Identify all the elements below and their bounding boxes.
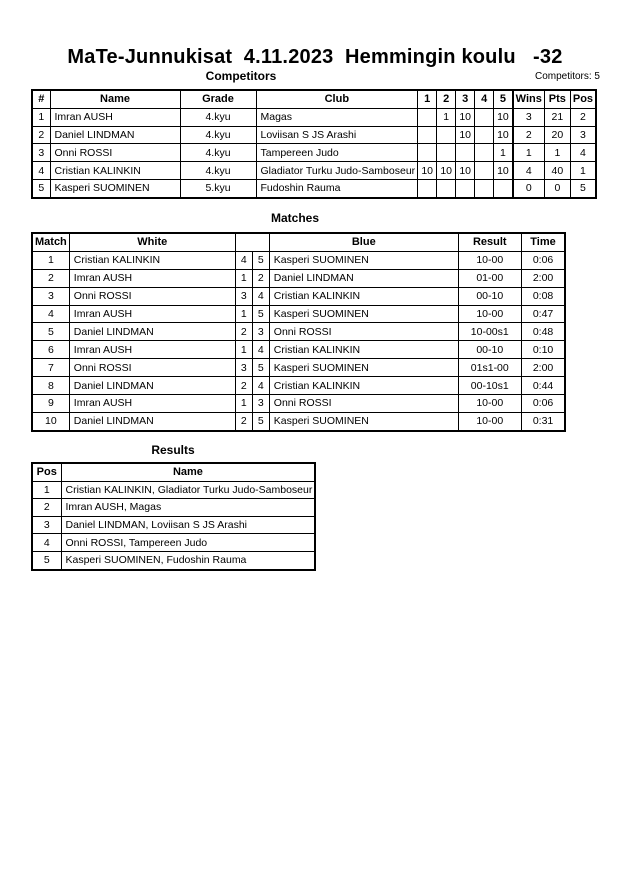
score-5: 1 xyxy=(494,144,513,162)
blue-name: Daniel LINDMAN xyxy=(269,269,458,287)
match-row xyxy=(32,323,565,341)
col-club: Club xyxy=(256,90,418,108)
match-num: 4 xyxy=(32,305,69,323)
score-3: 10 xyxy=(456,162,475,180)
page-title: MaTe-Junnukisat 4.11.2023 Hemmingin koulu -32 xyxy=(67,46,563,68)
score-1 xyxy=(418,126,437,144)
match-result: 10-00 xyxy=(458,412,521,430)
result-pos: 5 xyxy=(32,551,61,569)
white-name: Daniel LINDMAN xyxy=(69,377,235,395)
white-name: Onni ROSSI xyxy=(69,287,235,305)
col-numbers xyxy=(235,233,269,251)
match-num: 9 xyxy=(32,395,69,413)
competitor-row xyxy=(32,126,596,144)
col-score-4: 4 xyxy=(475,90,494,108)
result-row xyxy=(32,534,315,552)
score-1: 10 xyxy=(418,162,437,180)
col-num: # xyxy=(32,90,50,108)
col-result: Result xyxy=(458,233,521,251)
score-2 xyxy=(437,144,456,162)
blue-num: 3 xyxy=(252,395,269,413)
match-time: 2:00 xyxy=(521,269,565,287)
competitor-num: 1 xyxy=(32,108,50,126)
score-5 xyxy=(494,179,513,197)
col-match: Match xyxy=(32,233,69,251)
col-score-2: 2 xyxy=(437,90,456,108)
competitor-num: 4 xyxy=(32,162,50,180)
competitor-pos: 5 xyxy=(570,179,596,197)
result-row xyxy=(32,499,315,517)
competitor-wins: 3 xyxy=(513,108,545,126)
match-time: 0:10 xyxy=(521,341,565,359)
score-3: 10 xyxy=(456,126,475,144)
competitors-count: Competitors: 5 xyxy=(534,71,600,82)
competitor-club: Loviisan S JS Arashi xyxy=(256,126,418,144)
col-pts: Pts xyxy=(544,90,570,108)
col-pos: Pos xyxy=(570,90,596,108)
score-5: 10 xyxy=(494,126,513,144)
matches-table xyxy=(31,232,566,432)
competitor-wins: 4 xyxy=(513,162,545,180)
col-pos: Pos xyxy=(32,463,61,481)
competitor-name: Kasperi SUOMINEN xyxy=(50,179,180,197)
match-time: 2:00 xyxy=(521,359,565,377)
competitor-grade: 4.kyu xyxy=(180,108,256,126)
competitor-num: 3 xyxy=(32,144,50,162)
score-4 xyxy=(475,108,494,126)
white-name: Imran AUSH xyxy=(69,395,235,413)
match-time: 0:31 xyxy=(521,412,565,430)
competitors-heading: Competitors xyxy=(205,69,277,83)
competitor-pts: 1 xyxy=(544,144,570,162)
competitor-row xyxy=(32,179,596,197)
score-4 xyxy=(475,162,494,180)
result-row xyxy=(32,481,315,499)
match-row xyxy=(32,341,565,359)
white-num: 1 xyxy=(235,395,252,413)
competitor-club: Gladiator Turku Judo-Samboseur xyxy=(256,162,418,180)
score-2 xyxy=(437,179,456,197)
competitor-pos: 2 xyxy=(570,108,596,126)
white-name: Imran AUSH xyxy=(69,305,235,323)
blue-name: Kasperi SUOMINEN xyxy=(269,305,458,323)
match-result: 00-10s1 xyxy=(458,377,521,395)
white-name: Daniel LINDMAN xyxy=(69,412,235,430)
white-num: 2 xyxy=(235,323,252,341)
score-1 xyxy=(418,179,437,197)
match-num: 2 xyxy=(32,269,69,287)
competitor-row xyxy=(32,162,596,180)
score-2: 10 xyxy=(437,162,456,180)
match-row xyxy=(32,395,565,413)
blue-num: 4 xyxy=(252,341,269,359)
competitor-wins: 0 xyxy=(513,179,545,197)
match-num: 5 xyxy=(32,323,69,341)
result-pos: 3 xyxy=(32,516,61,534)
match-row xyxy=(32,269,565,287)
white-name: Daniel LINDMAN xyxy=(69,323,235,341)
match-row xyxy=(32,412,565,430)
col-blue: Blue xyxy=(269,233,458,251)
match-result: 10-00 xyxy=(458,251,521,269)
white-num: 4 xyxy=(235,251,252,269)
competitor-pts: 20 xyxy=(544,126,570,144)
result-name: Daniel LINDMAN, Loviisan S JS Arashi xyxy=(61,516,315,534)
result-name: Onni ROSSI, Tampereen Judo xyxy=(61,534,315,552)
match-row xyxy=(32,359,565,377)
white-num: 3 xyxy=(235,359,252,377)
competitor-pos: 3 xyxy=(570,126,596,144)
competitor-pos: 1 xyxy=(570,162,596,180)
score-2 xyxy=(437,126,456,144)
blue-name: Cristian KALINKIN xyxy=(269,341,458,359)
competitor-name: Daniel LINDMAN xyxy=(50,126,180,144)
competitor-club: Magas xyxy=(256,108,418,126)
white-num: 2 xyxy=(235,412,252,430)
match-num: 3 xyxy=(32,287,69,305)
col-time: Time xyxy=(521,233,565,251)
score-1 xyxy=(418,108,437,126)
white-num: 2 xyxy=(235,377,252,395)
competitor-pts: 40 xyxy=(544,162,570,180)
competitor-wins: 1 xyxy=(513,144,545,162)
matches-header-row xyxy=(32,233,565,251)
blue-num: 5 xyxy=(252,359,269,377)
match-row xyxy=(32,287,565,305)
competitors-table xyxy=(31,89,597,199)
blue-num: 4 xyxy=(252,287,269,305)
col-name: Name xyxy=(50,90,180,108)
match-result: 10-00 xyxy=(458,395,521,413)
blue-name: Cristian KALINKIN xyxy=(269,377,458,395)
white-num: 1 xyxy=(235,269,252,287)
col-white: White xyxy=(69,233,235,251)
competitor-pts: 21 xyxy=(544,108,570,126)
blue-num: 4 xyxy=(252,377,269,395)
blue-name: Kasperi SUOMINEN xyxy=(269,251,458,269)
competitor-num: 2 xyxy=(32,126,50,144)
competitor-pts: 0 xyxy=(544,179,570,197)
competitor-grade: 4.kyu xyxy=(180,126,256,144)
match-time: 0:48 xyxy=(521,323,565,341)
blue-name: Kasperi SUOMINEN xyxy=(269,412,458,430)
match-num: 6 xyxy=(32,341,69,359)
competitor-club: Fudoshin Rauma xyxy=(256,179,418,197)
score-3 xyxy=(456,144,475,162)
score-4 xyxy=(475,144,494,162)
score-4 xyxy=(475,126,494,144)
competitor-wins: 2 xyxy=(513,126,545,144)
white-name: Cristian KALINKIN xyxy=(69,251,235,269)
competitor-name: Cristian KALINKIN xyxy=(50,162,180,180)
white-name: Imran AUSH xyxy=(69,269,235,287)
col-name: Name xyxy=(61,463,315,481)
blue-num: 5 xyxy=(252,305,269,323)
result-name: Kasperi SUOMINEN, Fudoshin Rauma xyxy=(61,551,315,569)
competitor-grade: 5.kyu xyxy=(180,179,256,197)
result-row xyxy=(32,516,315,534)
blue-name: Onni ROSSI xyxy=(269,395,458,413)
match-row xyxy=(32,251,565,269)
blue-name: Cristian KALINKIN xyxy=(269,287,458,305)
competitor-club: Tampereen Judo xyxy=(256,144,418,162)
white-num: 1 xyxy=(235,341,252,359)
match-time: 0:44 xyxy=(521,377,565,395)
score-3 xyxy=(456,179,475,197)
competitor-name: Onni ROSSI xyxy=(50,144,180,162)
blue-name: Kasperi SUOMINEN xyxy=(269,359,458,377)
results-header-row xyxy=(32,463,315,481)
match-time: 0:47 xyxy=(521,305,565,323)
result-row xyxy=(32,551,315,569)
match-time: 0:06 xyxy=(521,395,565,413)
blue-num: 5 xyxy=(252,251,269,269)
competitor-grade: 4.kyu xyxy=(180,162,256,180)
score-2: 1 xyxy=(437,108,456,126)
match-num: 8 xyxy=(32,377,69,395)
match-result: 10-00s1 xyxy=(458,323,521,341)
match-result: 00-10 xyxy=(458,287,521,305)
score-4 xyxy=(475,179,494,197)
white-name: Onni ROSSI xyxy=(69,359,235,377)
match-num: 1 xyxy=(32,251,69,269)
match-result: 01-00 xyxy=(458,269,521,287)
results-heading: Results xyxy=(151,443,195,457)
match-row xyxy=(32,305,565,323)
result-name: Cristian KALINKIN, Gladiator Turku Judo-Samboseur xyxy=(61,481,315,499)
competitor-pos: 4 xyxy=(570,144,596,162)
col-wins: Wins xyxy=(513,90,545,108)
competitor-grade: 4.kyu xyxy=(180,144,256,162)
result-pos: 1 xyxy=(32,481,61,499)
match-num: 10 xyxy=(32,412,69,430)
match-result: 10-00 xyxy=(458,305,521,323)
competitor-row xyxy=(32,108,596,126)
col-score-5: 5 xyxy=(494,90,513,108)
results-table xyxy=(31,462,316,571)
white-num: 1 xyxy=(235,305,252,323)
white-num: 3 xyxy=(235,287,252,305)
match-row xyxy=(32,377,565,395)
score-3: 10 xyxy=(456,108,475,126)
col-grade: Grade xyxy=(180,90,256,108)
match-time: 0:08 xyxy=(521,287,565,305)
competitor-row xyxy=(32,144,596,162)
match-result: 00-10 xyxy=(458,341,521,359)
matches-heading: Matches xyxy=(270,211,320,225)
result-pos: 2 xyxy=(32,499,61,517)
competitor-num: 5 xyxy=(32,179,50,197)
result-name: Imran AUSH, Magas xyxy=(61,499,315,517)
competitors-header-row xyxy=(32,90,596,108)
score-1 xyxy=(418,144,437,162)
blue-num: 5 xyxy=(252,412,269,430)
result-pos: 4 xyxy=(32,534,61,552)
blue-num: 3 xyxy=(252,323,269,341)
score-5: 10 xyxy=(494,108,513,126)
score-5: 10 xyxy=(494,162,513,180)
blue-num: 2 xyxy=(252,269,269,287)
col-score-3: 3 xyxy=(456,90,475,108)
blue-name: Onni ROSSI xyxy=(269,323,458,341)
white-name: Imran AUSH xyxy=(69,341,235,359)
match-num: 7 xyxy=(32,359,69,377)
competitor-name: Imran AUSH xyxy=(50,108,180,126)
match-time: 0:06 xyxy=(521,251,565,269)
match-result: 01s1-00 xyxy=(458,359,521,377)
col-score-1: 1 xyxy=(418,90,437,108)
